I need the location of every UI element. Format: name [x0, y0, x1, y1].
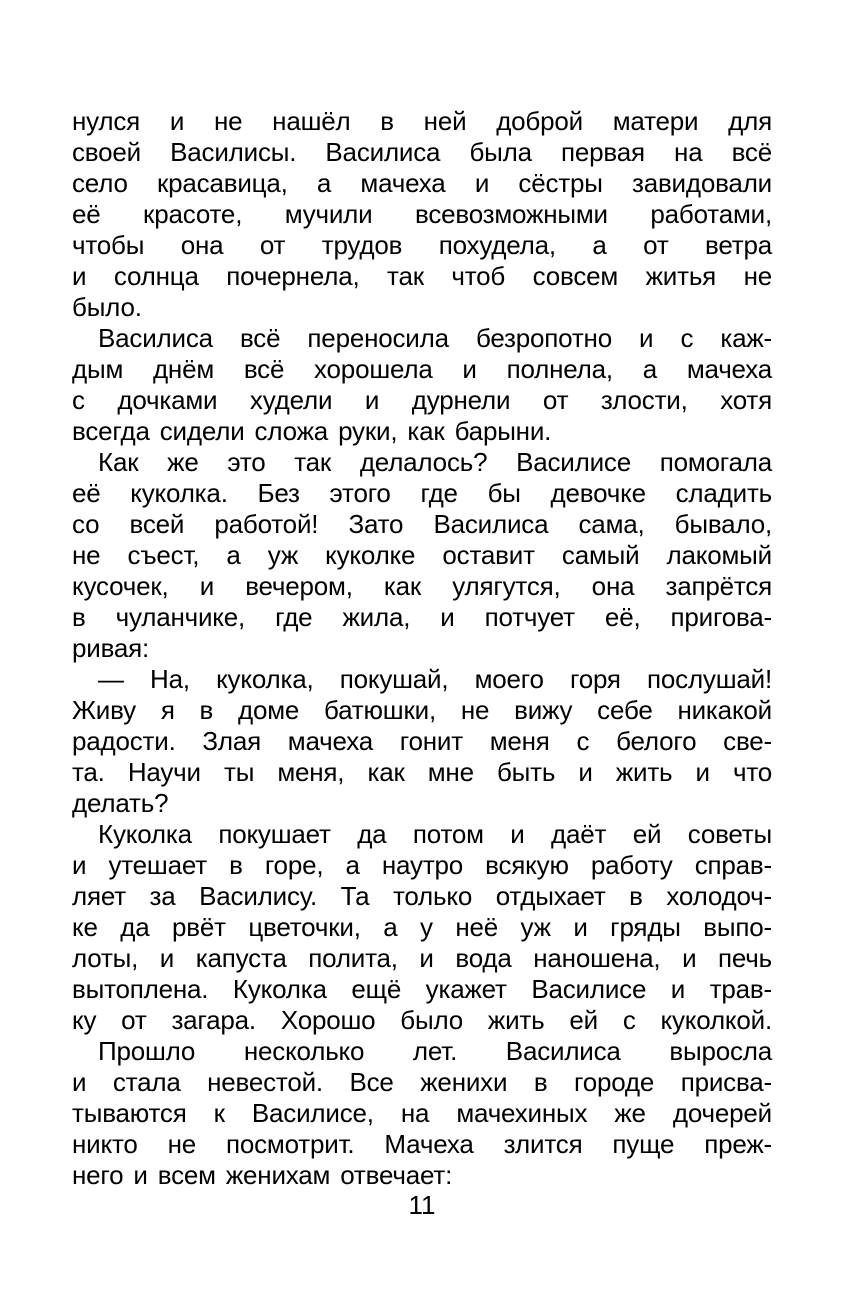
- text-line: никто не посмотрит. Мачеха злится пуще преж-: [72, 1129, 772, 1159]
- text-line: не съест, а уж куколке оставит самый лакомый: [72, 540, 772, 570]
- paragraph: [72, 1036, 772, 1191]
- text-line: Василиса всё переносила безропотно и с каж-: [98, 323, 772, 353]
- text-line: её куколка. Без этого где бы девочке сладить: [72, 478, 772, 508]
- page-number: 11: [408, 1190, 436, 1220]
- text-line: с дочками худели и дурнели от злости, хотя: [72, 385, 772, 415]
- text-line: Живу я в доме батюшки, не вижу себе никакой: [72, 695, 772, 725]
- paragraph: [72, 664, 772, 819]
- text-line: и стала невестой. Все женихи в городе присва-: [72, 1067, 772, 1097]
- text-line: и утешает в горе, а наутро всякую работу справ-: [72, 850, 772, 880]
- text-line: кусочек, и вечером, как улягутся, она запрётся: [72, 571, 772, 601]
- text-line: Куколка покушает да потом и даёт ей советы: [98, 819, 772, 849]
- text-line: и солнца почернела, так чтоб совсем житья не: [72, 261, 772, 291]
- text-line: — На, куколка, покушай, моего горя послушай!: [98, 664, 772, 694]
- text-line: дым днём всё хорошела и полнела, а мачеха: [72, 354, 772, 384]
- paragraph: [72, 106, 772, 323]
- text-block: [72, 106, 772, 1191]
- text-line: было.: [72, 292, 142, 322]
- text-line: своей Василисы. Василиса была первая на всё: [72, 137, 772, 167]
- text-line: вытоплена. Куколка ещё укажет Василисе и трав-: [72, 974, 772, 1004]
- text-line: радости. Злая мачеха гонит меня с белого све-: [72, 726, 772, 756]
- text-line: её красоте, мучили всевозможными работами,: [72, 199, 772, 229]
- text-line: со всей работой! Зато Василиса сама, бывало,: [72, 509, 772, 539]
- text-line: ке да рвёт цветочки, а у неё уж и гряды выпо-: [72, 912, 772, 942]
- text-line: в чуланчике, где жила, и потчует её, пригова-: [72, 602, 772, 632]
- text-line: тываются к Василисе, на мачехиных же дочерей: [72, 1098, 772, 1128]
- paragraph: [72, 323, 772, 447]
- text-line: Прошло несколько лет. Василиса выросла: [98, 1036, 772, 1066]
- paragraph: [72, 447, 772, 664]
- text-line: делать?: [72, 788, 169, 818]
- text-line: лоты, и капуста полита, и вода наношена, и печь: [72, 943, 772, 973]
- paragraph: [72, 819, 772, 1036]
- text-line: Как же это так делалось? Василисе помогала: [98, 447, 772, 477]
- text-line: него и всем женихам отвечает:: [72, 1160, 453, 1190]
- text-line: та. Научи ты меня, как мне быть и жить и что: [72, 757, 772, 787]
- text-line: ривая:: [72, 633, 150, 663]
- text-line: всегда сидели сложа руки, как барыни.: [72, 416, 552, 446]
- text-line: ляет за Василису. Та только отдыхает в холодоч-: [72, 881, 772, 911]
- text-line: чтобы она от трудов похудела, а от ветра: [72, 230, 772, 260]
- text-line: село красавица, а мачеха и сёстры завидовали: [72, 168, 772, 198]
- text-line: нулся и не нашёл в ней доброй матери для: [72, 106, 772, 136]
- text-line: ку от загара. Хорошо было жить ей с куколкой.: [72, 1005, 772, 1035]
